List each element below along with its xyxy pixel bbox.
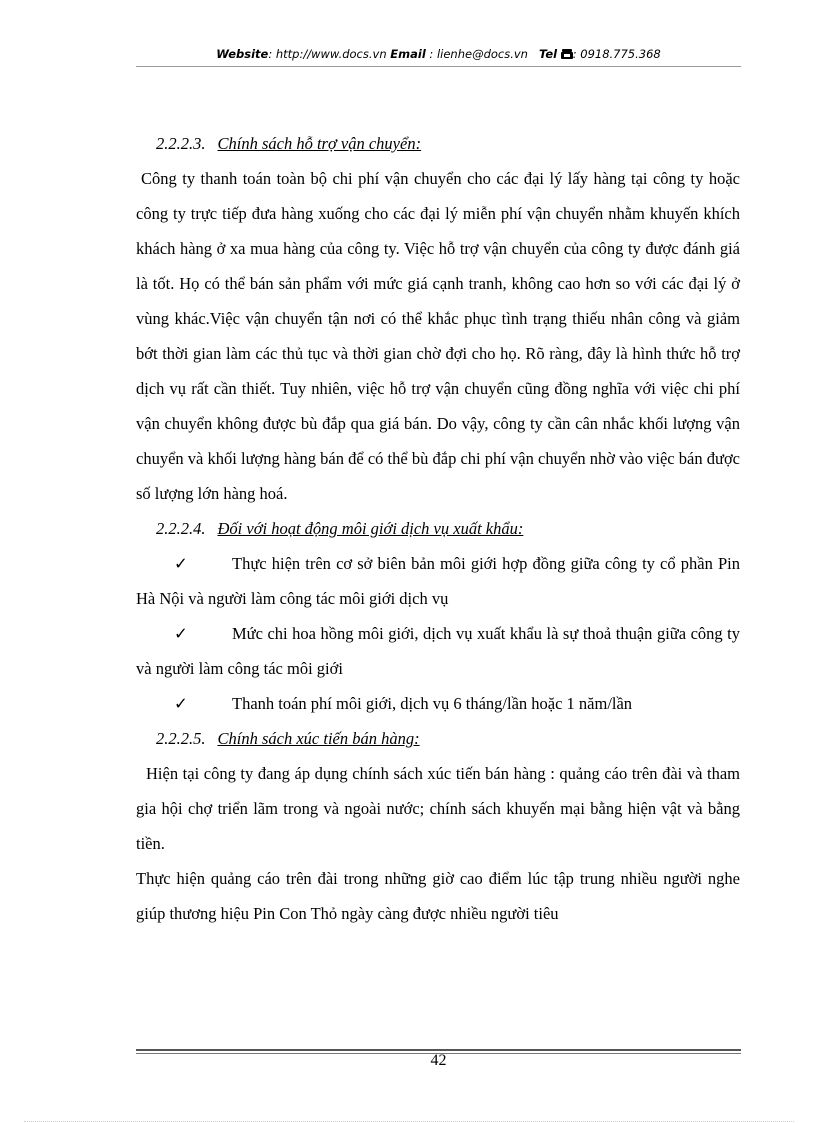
- email-value: : lienhe@docs.vn: [429, 47, 528, 61]
- section-number: 2.2.2.3.: [156, 134, 206, 153]
- section-heading-2-2-2-4: [136, 511, 740, 546]
- website-label: Website: [216, 47, 269, 61]
- checkmark-icon: ✓: [174, 624, 188, 643]
- section-heading-2-2-2-3: [136, 126, 740, 161]
- check-item: [136, 686, 740, 721]
- footer-rule: [136, 1049, 741, 1051]
- page-number: 42: [430, 1052, 447, 1069]
- check-item: [136, 616, 740, 686]
- section-title: Chính sách hỗ trợ vận chuyển:: [217, 134, 422, 153]
- paragraph: Hiện tại công ty đang áp dụng chính sách xúc tiến bán hàng : quảng cáo trên đài và tham gia hội chợ triển lãm trong và ngoài nước; chính sách khuyến mại bằng hiện vật và bằng tiền.: [136, 764, 740, 853]
- tel-value: : 0918.775.368: [572, 47, 661, 61]
- check-item-text: Thực hiện trên cơ sở biên bản môi giới hợp đồng giữa công ty cổ phần Pin Hà Nội và người làm công tác môi giới dịch vụ: [136, 554, 740, 608]
- website-value: : http://www.docs.vn: [268, 47, 387, 61]
- section-title: Đối với hoạt động môi giới dịch vụ xuất khẩu:: [217, 519, 524, 538]
- phone-icon: [561, 47, 573, 61]
- section-title: Chính sách xúc tiến bán hàng:: [217, 729, 420, 748]
- paragraph: Công ty thanh toán toàn bộ chi phí vận chuyển cho các đại lý lấy hàng tại công ty hoặc công ty trực tiếp đưa hàng xuống cho các đại lý miễn phí vận chuyển nhằm khuyến khích khách hàng ở xa mua hàng của công ty. Việc hỗ trợ vận chuyển của công ty được đánh giá là tốt. Họ có thể bán sản phẩm với mức giá cạnh tranh, không cao hơn so với các đại lý ở vùng khác.Việc vận chuyển tận nơi có thể khắc phục tình trạng thiếu nhân công và giảm bớt thời gian làm các thủ tục và thời gian chờ đợi cho họ. Rõ ràng, đây là hình thức hỗ trợ dịch vụ rất cần thiết. Tuy nhiên, việc hỗ trợ vận chuyển cũng đồng nghĩa với việc chi phí vận chuyển không được bù đắp qua giá bán. Do vậy, công ty cần cân nhắc khối lượng vận chuyển và khối lượng hàng bán để có thể bù đắp chi phí vận chuyển nhờ vào việc bán được số lượng lớn hàng hoá.: [136, 169, 740, 503]
- check-item-text: Mức chi hoa hồng môi giới, dịch vụ xuất khẩu là sự thoả thuận giữa công ty và người làm công tác môi giới: [136, 624, 740, 678]
- header-rule: [136, 66, 741, 67]
- check-item: [136, 546, 740, 616]
- paragraph: Thực hiện quảng cáo trên đài trong những giờ cao điểm lúc tập trung nhiều người nghe giúp thương hiệu Pin Con Thỏ ngày càng được nhiều người tiêu: [136, 869, 740, 923]
- page-edge: [24, 1121, 794, 1122]
- document-body: [136, 126, 740, 931]
- email-label: Email: [390, 47, 426, 61]
- page-header: [136, 47, 741, 61]
- tel-label: Tel: [538, 47, 558, 61]
- section-number: 2.2.2.5.: [156, 729, 206, 748]
- section-heading-2-2-2-5: [136, 721, 740, 756]
- checkmark-icon: ✓: [174, 554, 188, 573]
- checkmark-icon: ✓: [174, 694, 188, 713]
- check-item-text: Thanh toán phí môi giới, dịch vụ 6 tháng/lần hoặc 1 năm/lần: [232, 694, 633, 713]
- section-number: 2.2.2.4.: [156, 519, 206, 538]
